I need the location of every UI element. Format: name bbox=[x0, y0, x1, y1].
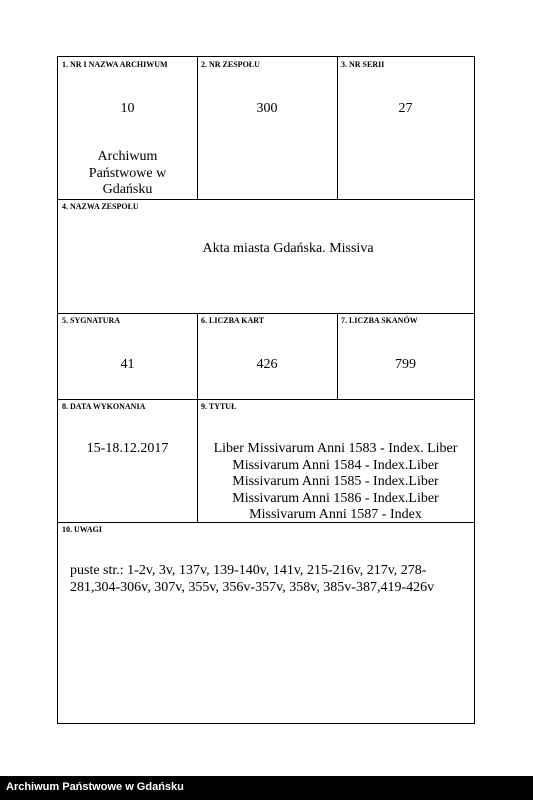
archive-label: 1. NR I NAZWA ARCHIWUM bbox=[62, 60, 168, 69]
footer-text: Archiwum Państwowe w Gdańsku bbox=[6, 781, 184, 793]
title-value: Liber Missivarum Anni 1583 - Index. Liber Missivarum Anni 1584 - Index.Liber Missivarum Anni 1585 - Index.Liber Missivarum Anni 1586 - Index.Liber Missivarum Anni 1587 - Index bbox=[213, 441, 458, 522]
notes-value: puste str.: 1-2v, 3v, 137v, 139-140v, 141v, 215-216v, 217v, 278-281,304-306v, 307v, 355v, 356v-357v, 358v, 385v-387,419-426v bbox=[70, 563, 435, 595]
notes-label: 10. UWAGI bbox=[62, 525, 103, 534]
fonds-number-value: 300 bbox=[256, 101, 278, 116]
card-count-label: 6. LICZBA KART bbox=[201, 316, 265, 325]
scan-count-label: 7. LICZBA SKANÓW bbox=[341, 316, 418, 325]
card-count-cell bbox=[197, 313, 337, 399]
series-number-value: 27 bbox=[398, 101, 413, 116]
archive-number: 10 bbox=[120, 101, 135, 116]
signature-label: 5. SYGNATURA bbox=[62, 316, 121, 325]
date-label: 8. DATA WYKONANIA bbox=[62, 402, 146, 411]
series-number-cell bbox=[337, 57, 474, 199]
fonds-number-label: 2. NR ZESPOŁU bbox=[201, 60, 260, 69]
fonds-name-label: 4. NAZWA ZESPOŁU bbox=[62, 202, 139, 211]
archive-name: Archiwum Państwowe w Gdańsku bbox=[88, 149, 167, 197]
card-count-value: 426 bbox=[256, 357, 278, 372]
scan-count-cell bbox=[337, 313, 474, 399]
fonds-name-value: Akta miasta Gdańska. Missiva bbox=[202, 241, 374, 256]
title-cell bbox=[197, 399, 474, 522]
fonds-name-cell bbox=[58, 199, 474, 313]
series-number-label: 3. NR SERII bbox=[341, 60, 385, 69]
date-cell bbox=[58, 399, 197, 522]
fonds-number-cell bbox=[197, 57, 337, 199]
notes-cell bbox=[58, 522, 474, 723]
signature-value: 41 bbox=[120, 357, 135, 372]
footer-bar bbox=[0, 776, 533, 800]
archive-cell bbox=[58, 57, 197, 199]
date-value: 15-18.12.2017 bbox=[86, 441, 169, 456]
scan-count-value: 799 bbox=[395, 357, 416, 372]
metadata-form bbox=[57, 56, 475, 724]
title-label: 9. TYTUŁ bbox=[201, 402, 237, 411]
signature-cell bbox=[58, 313, 197, 399]
